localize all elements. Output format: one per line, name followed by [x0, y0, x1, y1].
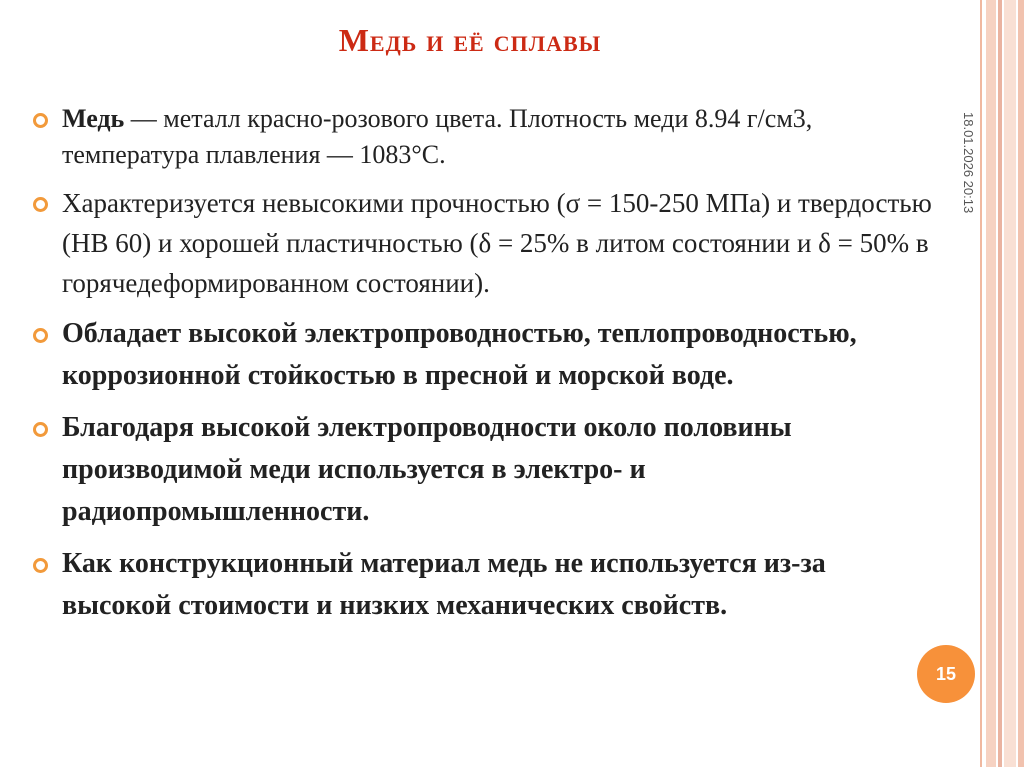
bullet-text: Характеризуется невысокими прочностью (σ = 150-250 МПа) и твердостью (НВ 60) и хорошей пластичностью (δ = 25% в литом состоянии и δ = 50% в горячедеформированном состоянии).: [62, 188, 932, 298]
slide-date: 18.01.2026 20:13: [961, 112, 976, 214]
bullet-icon: [33, 558, 48, 573]
decorative-stripe: [998, 0, 1002, 767]
decorative-stripe: [986, 0, 996, 767]
bullet-text: Обладает высокой электропроводностью, теплопроводностью, коррозионной стойкостью в пресной и морской воде.: [62, 318, 857, 391]
page-number-badge: 15: [917, 645, 975, 703]
bullet-icon: [33, 113, 48, 128]
bullet-item: [30, 183, 940, 303]
decorative-stripe: [1004, 0, 1016, 767]
bullet-icon: [33, 328, 48, 343]
bullet-text: Как конструкционный материал медь не используется из-за высокой стоимости и низких механических свойств.: [62, 548, 826, 621]
bullet-term: Медь: [62, 104, 125, 133]
bullet-item: [30, 313, 940, 397]
decorative-stripe: [980, 0, 982, 767]
bullet-list: [30, 101, 940, 637]
bullet-item: [30, 543, 940, 627]
slide-title: Медь и её сплавы: [338, 22, 602, 58]
bullet-text: Благодаря высокой электропроводности около половины производимой меди используется в электро- и радиопромышленности.: [62, 412, 792, 527]
bullet-text: — металл красно-розового цвета. Плотность меди 8.94 г/см3, температура плавления — 1083°С.: [62, 104, 813, 169]
decorative-stripe: [1018, 0, 1024, 767]
bullet-item: [30, 101, 940, 173]
bullet-item: [30, 407, 940, 533]
bullet-icon: [33, 422, 48, 437]
bullet-icon: [33, 197, 48, 212]
